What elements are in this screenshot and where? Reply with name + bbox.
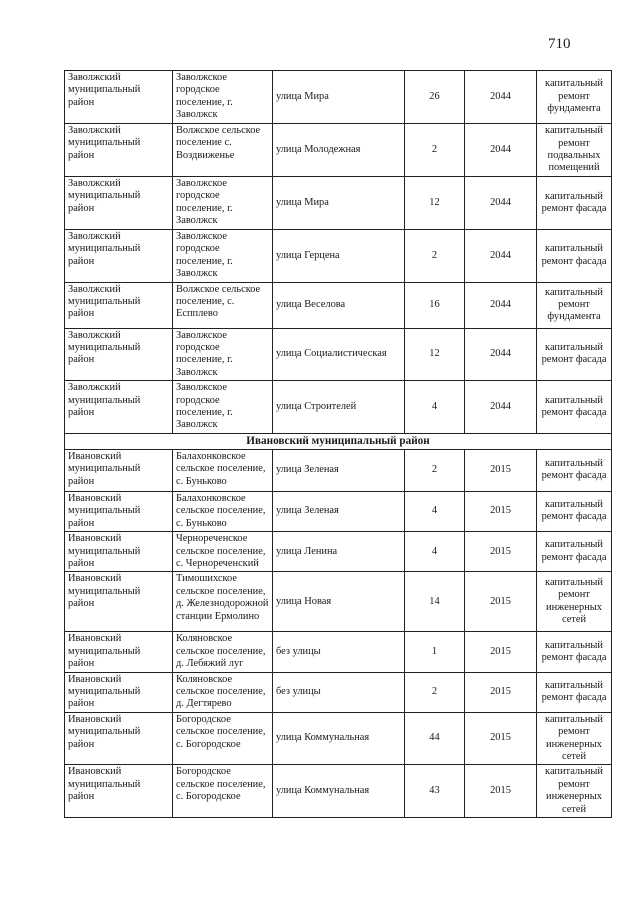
district-cell: Ивановский муниципальный район (65, 632, 173, 672)
table-row (65, 124, 612, 177)
settlement-cell: Заволжское городское поселение, г. Заволжск (173, 230, 273, 283)
work-type-cell: капитальный ремонт фасада (537, 381, 612, 434)
street-cell: улица Веселова (273, 282, 405, 328)
building-number-cell: 44 (405, 712, 465, 765)
work-type-cell: капитальный ремонт инженерных сетей (537, 712, 612, 765)
year-cell: 2015 (465, 765, 537, 818)
building-number-cell: 26 (405, 71, 465, 124)
settlement-cell: Заволжское городское поселение, г. Заволжск (173, 328, 273, 381)
settlement-cell: Богородское сельское поселение, с. Богородское (173, 765, 273, 818)
street-cell: улица Коммунальная (273, 765, 405, 818)
street-cell: улица Новая (273, 572, 405, 632)
year-cell: 2044 (465, 124, 537, 177)
work-type-cell: капитальный ремонт инженерных сетей (537, 765, 612, 818)
building-number-cell: 2 (405, 672, 465, 712)
work-type-cell: капитальный ремонт фасада (537, 177, 612, 230)
building-number-cell: 12 (405, 328, 465, 381)
table-row (65, 381, 612, 434)
street-cell: улица Зеленая (273, 491, 405, 531)
year-cell: 2015 (465, 532, 537, 572)
year-cell: 2015 (465, 632, 537, 672)
district-cell: Заволжский муниципальный район (65, 177, 173, 230)
work-type-cell: капитальный ремонт фасада (537, 632, 612, 672)
district-cell: Заволжский муниципальный район (65, 282, 173, 328)
table-row (65, 572, 612, 632)
settlement-cell: Коляновское сельское поселение, д. Лебяжий луг (173, 632, 273, 672)
building-number-cell: 16 (405, 282, 465, 328)
settlement-cell: Заволжское городское поселение, г. Заволжск (173, 71, 273, 124)
building-number-cell: 2 (405, 230, 465, 283)
table-body (65, 71, 612, 818)
settlement-cell: Богородское сельское поселение, с. Богородское (173, 712, 273, 765)
work-type-cell: капитальный ремонт фасада (537, 230, 612, 283)
street-cell: улица Социалистическая (273, 328, 405, 381)
settlement-cell: Заволжское городское поселение, г. Заволжск (173, 381, 273, 434)
page-number: 710 (548, 36, 571, 52)
year-cell: 2015 (465, 672, 537, 712)
settlement-cell: Волжское сельское поселение с. Воздвиженье (173, 124, 273, 177)
district-cell: Ивановский муниципальный район (65, 532, 173, 572)
work-type-cell: капитальный ремонт подвальных помещений (537, 124, 612, 177)
settlement-cell: Балахонковское сельское поселение, с. Буньково (173, 449, 273, 491)
work-type-cell: капитальный ремонт фундамента (537, 282, 612, 328)
street-cell: без улицы (273, 632, 405, 672)
street-cell: улица Мира (273, 71, 405, 124)
year-cell: 2015 (465, 712, 537, 765)
street-cell: улица Зеленая (273, 449, 405, 491)
year-cell: 2015 (465, 449, 537, 491)
settlement-cell: Балахонковское сельское поселение, с. Буньково (173, 491, 273, 531)
table-row (65, 71, 612, 124)
repair-register-table (64, 70, 612, 818)
district-cell: Заволжский муниципальный район (65, 124, 173, 177)
district-cell: Ивановский муниципальный район (65, 572, 173, 632)
work-type-cell: капитальный ремонт фасада (537, 672, 612, 712)
settlement-cell: Заволжское городское поселение, г. Заволжск (173, 177, 273, 230)
building-number-cell: 12 (405, 177, 465, 230)
work-type-cell: капитальный ремонт фасада (537, 449, 612, 491)
building-number-cell: 2 (405, 124, 465, 177)
settlement-cell: Коляновское сельское поселение, д. Дегтярево (173, 672, 273, 712)
district-cell: Заволжский муниципальный район (65, 71, 173, 124)
table-row (65, 765, 612, 818)
street-cell: без улицы (273, 672, 405, 712)
building-number-cell: 4 (405, 491, 465, 531)
table-row (65, 491, 612, 531)
year-cell: 2044 (465, 71, 537, 124)
building-number-cell: 2 (405, 449, 465, 491)
work-type-cell: капитальный ремонт фасада (537, 532, 612, 572)
district-cell: Ивановский муниципальный район (65, 449, 173, 491)
table-row (65, 672, 612, 712)
table-row (65, 712, 612, 765)
district-cell: Заволжский муниципальный район (65, 230, 173, 283)
building-number-cell: 1 (405, 632, 465, 672)
work-type-cell: капитальный ремонт фасада (537, 328, 612, 381)
street-cell: улица Коммунальная (273, 712, 405, 765)
settlement-cell: Чернореченское сельское поселение, с. Чернореченский (173, 532, 273, 572)
year-cell: 2044 (465, 177, 537, 230)
table-row (65, 282, 612, 328)
year-cell: 2044 (465, 381, 537, 434)
street-cell: улица Молодежная (273, 124, 405, 177)
district-cell: Ивановский муниципальный район (65, 491, 173, 531)
street-cell: улица Строителей (273, 381, 405, 434)
table-row (65, 532, 612, 572)
work-type-cell: капитальный ремонт инженерных сетей (537, 572, 612, 632)
district-cell: Ивановский муниципальный район (65, 765, 173, 818)
year-cell: 2015 (465, 572, 537, 632)
settlement-cell: Тимошихское сельское поселение, д. Железнодорожной станции Ермолино (173, 572, 273, 632)
work-type-cell: капитальный ремонт фундамента (537, 71, 612, 124)
district-cell: Заволжский муниципальный район (65, 381, 173, 434)
district-cell: Заволжский муниципальный район (65, 328, 173, 381)
table-row (65, 230, 612, 283)
street-cell: улица Герцена (273, 230, 405, 283)
year-cell: 2044 (465, 230, 537, 283)
year-cell: 2015 (465, 491, 537, 531)
table-row (65, 632, 612, 672)
table-row (65, 177, 612, 230)
table-row (65, 328, 612, 381)
district-cell: Ивановский муниципальный район (65, 712, 173, 765)
building-number-cell: 14 (405, 572, 465, 632)
settlement-cell: Волжское сельское поселение, с. Еспплево (173, 282, 273, 328)
year-cell: 2044 (465, 328, 537, 381)
street-cell: улица Мира (273, 177, 405, 230)
building-number-cell: 43 (405, 765, 465, 818)
year-cell: 2044 (465, 282, 537, 328)
section-header-row (65, 433, 612, 449)
building-number-cell: 4 (405, 532, 465, 572)
building-number-cell: 4 (405, 381, 465, 434)
work-type-cell: капитальный ремонт фасада (537, 491, 612, 531)
district-cell: Ивановский муниципальный район (65, 672, 173, 712)
table-row (65, 449, 612, 491)
section-title: Ивановский муниципальный район (65, 433, 612, 449)
street-cell: улица Ленина (273, 532, 405, 572)
